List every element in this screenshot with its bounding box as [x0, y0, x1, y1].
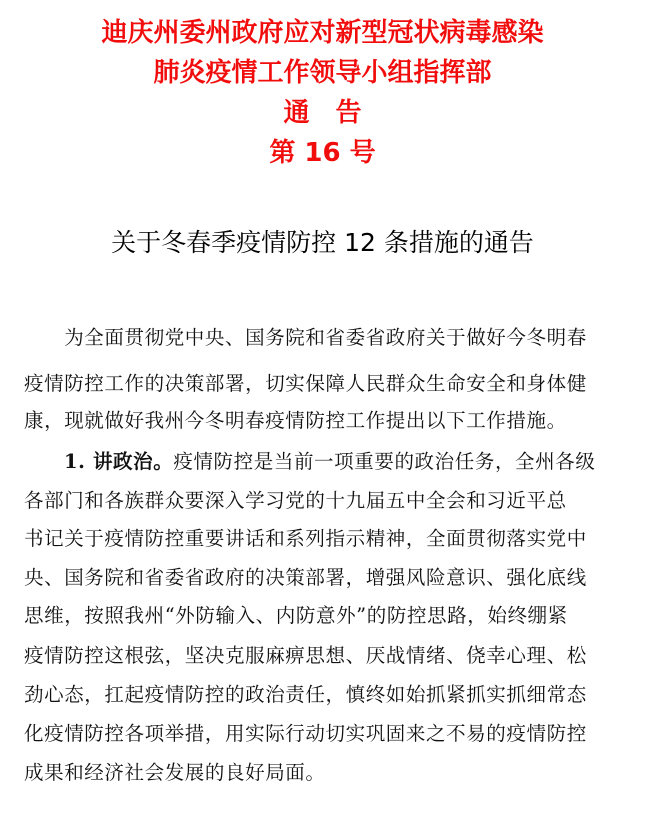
- document-title: 关于冬春季疫情防控 12 条措施的通告: [111, 228, 534, 257]
- item1-line-3: 书记关于疫情防控重要讲话和系列指示精神，全面贯彻落实党中: [24, 527, 587, 550]
- item1-line-2: 各部门和各族群众要深入学习党的十九届五中全会和习近平总: [24, 489, 567, 512]
- item1-first-line: [24, 446, 624, 474]
- item1-line-7: 劲心态，扛起疫情防控的政治责任，慎终如始抓紧抓实抓细常态: [24, 683, 587, 706]
- header-notice-number: 第 16 号: [269, 138, 376, 168]
- item1-line-5: 思维，按照我州“外防输入、内防意外”的防控思路，始终绷紧: [24, 604, 568, 627]
- item1-first-line-text: 疫情防控是当前一项重要的政治任务，全州各级: [173, 450, 596, 473]
- header-issuer-line-2: 肺炎疫情工作领导小组指挥部: [153, 58, 492, 88]
- item1-line-9: 成果和经济社会发展的良好局面。: [24, 761, 326, 784]
- header-issuer-line-1: 迪庆州委州政府应对新型冠状病毒感染: [101, 18, 544, 48]
- intro-line-1: 为全面贯彻党中央、国务院和省委省政府关于做好今冬明春: [24, 326, 587, 349]
- header-notice-label: 通 告: [283, 98, 362, 128]
- intro-line-2: 疫情防控工作的决策部署，切实保障人民群众生命安全和身体健: [24, 372, 587, 395]
- intro-line-3: 康，现就做好我州今冬明春疫情防控工作提出以下工作措施。: [24, 409, 567, 432]
- item1-line-6: 疫情防控这根弦，坚决克服麻痹思想、厌战情绪、侥幸心理、松: [24, 644, 587, 667]
- item1-line-8: 化疫情防控各项举措，用实际行动切实巩固来之不易的疫情防控: [24, 722, 587, 745]
- item1-heading: 1. 讲政治。: [64, 450, 174, 473]
- item1-line-4: 央、国务院和省委省政府的决策部署，增强风险意识、强化底线: [24, 566, 587, 589]
